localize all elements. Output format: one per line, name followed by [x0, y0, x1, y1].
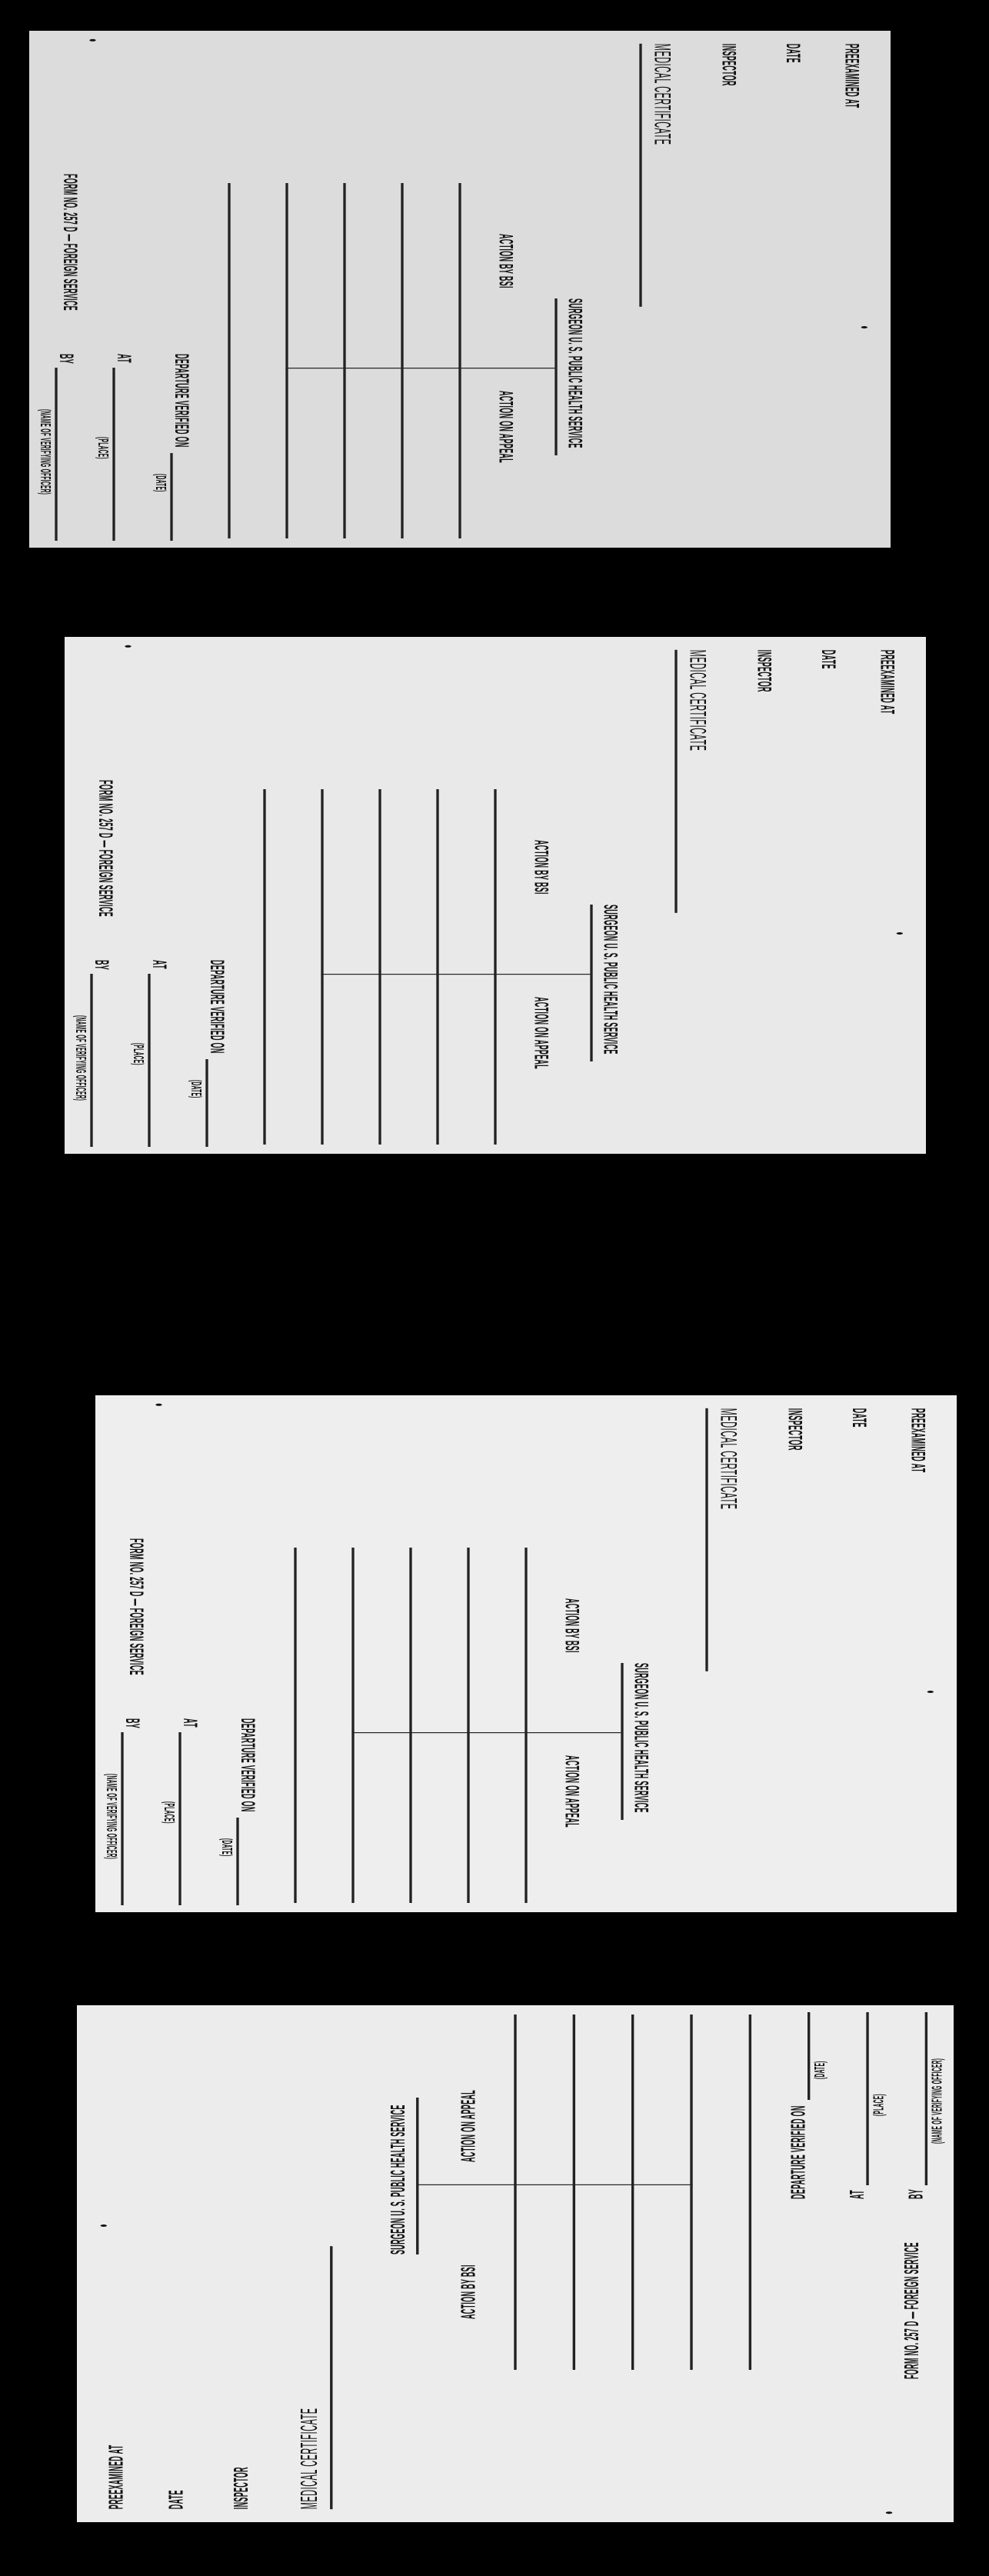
surgeon-heading: SURGEON U. S. PUBLIC HEALTH SERVICE — [564, 298, 586, 448]
date-label: DATE — [165, 2490, 188, 2510]
entry-line — [228, 183, 230, 538]
entry-line — [436, 789, 438, 1145]
at-label: AT — [178, 1718, 201, 1728]
surgeon-heading: SURGEON U. S. PUBLIC HEALTH SERVICE — [599, 905, 621, 1055]
inspector-label: INSPECTOR — [784, 1408, 806, 1451]
at-line — [178, 1732, 181, 1905]
place-caption: (PLACE) — [95, 437, 111, 459]
ink-speck — [125, 645, 131, 648]
preexamined-label: PREEXAMINED AT — [907, 1408, 929, 1473]
action-bsi-label: ACTION BY BSI — [561, 1598, 583, 1653]
action-appeal-label: ACTION ON APPEAL — [530, 997, 552, 1069]
entry-line — [294, 1548, 296, 1903]
entry-line — [690, 2014, 692, 2370]
surgeon-heading-rule — [554, 298, 557, 455]
officer-caption: (NAME OF VERIFYING OFFICER) — [72, 1015, 88, 1101]
at-line — [148, 974, 150, 1147]
departure-line — [236, 1818, 238, 1905]
entry-line — [631, 2014, 634, 2370]
date-label: DATE — [847, 1408, 870, 1428]
entry-line — [494, 789, 496, 1145]
ink-speck — [861, 326, 867, 328]
form-number: FORM NO. 257 D — FOREIGN SERVICE — [901, 2242, 924, 2379]
medical-certificate-card-3 — [95, 1395, 957, 1912]
at-label: AT — [846, 2190, 869, 2199]
by-label: BY — [90, 960, 112, 971]
officer-caption: (NAME OF VERIFYING OFFICER) — [37, 409, 53, 495]
by-label: BY — [905, 2188, 928, 2199]
entry-line — [749, 2014, 751, 2370]
preexamined-label: PREEXAMINED AT — [841, 43, 863, 108]
departure-line — [205, 1059, 208, 1147]
place-caption: (PLACE) — [161, 1801, 177, 1824]
surgeon-heading-rule — [590, 905, 592, 1061]
officer-caption: (NAME OF VERIFYING OFFICER) — [103, 1774, 119, 1860]
at-line — [112, 368, 115, 541]
date-label: DATE — [817, 649, 839, 669]
place-caption: (PLACE) — [871, 2094, 887, 2116]
by-label: BY — [121, 1718, 143, 1729]
departure-line — [170, 453, 172, 541]
action-bsi-label: ACTION BY BSI — [530, 840, 552, 895]
entry-line — [343, 183, 345, 538]
certificate-title: MEDICAL CERTIFICATE — [296, 2408, 322, 2510]
date-caption: (DATE) — [812, 2061, 829, 2079]
date-caption: (DATE) — [188, 1080, 203, 1098]
departure-label: DEPARTURE VERIFIED ON — [788, 2105, 811, 2199]
entry-line — [378, 789, 381, 1145]
entry-line — [321, 789, 323, 1145]
entry-line — [285, 183, 288, 538]
surgeon-heading-rule — [416, 2098, 418, 2254]
inspector-label: INSPECTOR — [753, 649, 775, 692]
action-appeal-label: ACTION ON APPEAL — [494, 391, 517, 463]
certificate-title-rule — [639, 44, 641, 307]
by-label: BY — [55, 354, 77, 365]
action-column-divider — [418, 2184, 692, 2185]
surgeon-heading-rule — [621, 1663, 623, 1820]
departure-label: DEPARTURE VERIFIED ON — [170, 354, 192, 448]
preexamined-label: PREEXAMINED AT — [105, 2444, 128, 2510]
action-appeal-label: ACTION ON APPEAL — [458, 2090, 481, 2162]
entry-line — [524, 1548, 527, 1903]
ink-speck — [101, 2224, 107, 2227]
departure-label: DEPARTURE VERIFIED ON — [236, 1718, 258, 1812]
action-bsi-label: ACTION BY BSI — [458, 2264, 481, 2319]
departure-line — [808, 2012, 810, 2100]
entry-line — [263, 789, 265, 1145]
by-line — [90, 974, 92, 1147]
officer-caption: (NAME OF VERIFYING OFFICER) — [930, 2058, 946, 2144]
entry-line — [573, 2014, 575, 2370]
certificate-title: MEDICAL CERTIFICATE — [649, 43, 675, 145]
by-line — [925, 2012, 927, 2185]
ink-speck — [897, 932, 903, 935]
action-bsi-label: ACTION BY BSI — [494, 234, 517, 288]
surgeon-heading: SURGEON U. S. PUBLIC HEALTH SERVICE — [387, 2104, 410, 2254]
date-label: DATE — [781, 43, 804, 63]
action-column-divider — [351, 1732, 621, 1733]
medical-certificate-card-1 — [29, 31, 891, 548]
ink-speck — [886, 2511, 892, 2514]
entry-line — [467, 1548, 469, 1903]
form-number: FORM NO. 257 D — FOREIGN SERVICE — [58, 174, 81, 311]
entry-line — [409, 1548, 411, 1903]
inspector-label: INSPECTOR — [231, 2467, 254, 2510]
ink-speck — [155, 1404, 162, 1406]
preexamined-label: PREEXAMINED AT — [876, 649, 898, 715]
departure-label: DEPARTURE VERIFIED ON — [205, 960, 228, 1054]
by-line — [121, 1732, 123, 1905]
at-label: AT — [112, 354, 135, 363]
medical-certificate-card-2 — [65, 637, 926, 1154]
certificate-title-rule — [674, 650, 677, 913]
ink-speck — [927, 1691, 934, 1693]
ink-speck — [89, 39, 95, 42]
form-number: FORM NO. 257 D — FOREIGN SERVICE — [94, 780, 116, 917]
entry-line — [458, 183, 461, 538]
form-number: FORM NO. 257 D — FOREIGN SERVICE — [125, 1538, 147, 1675]
certificate-title-rule — [330, 2246, 332, 2509]
inspector-label: INSPECTOR — [718, 43, 740, 86]
by-line — [55, 368, 57, 541]
at-line — [866, 2012, 868, 2185]
certificate-title: MEDICAL CERTIFICATE — [715, 1408, 741, 1510]
medical-certificate-card-4 — [77, 2005, 954, 2522]
certificate-title-rule — [705, 1408, 708, 1671]
action-appeal-label: ACTION ON APPEAL — [561, 1755, 583, 1828]
date-caption: (DATE) — [152, 474, 168, 492]
entry-line — [401, 183, 403, 538]
place-caption: (PLACE) — [130, 1043, 146, 1065]
at-label: AT — [148, 960, 170, 969]
entry-line — [351, 1548, 354, 1903]
action-column-divider — [321, 974, 590, 975]
surgeon-heading: SURGEON U. S. PUBLIC HEALTH SERVICE — [630, 1663, 652, 1813]
entry-line — [514, 2014, 516, 2370]
certificate-title: MEDICAL CERTIFICATE — [684, 649, 711, 751]
date-caption: (DATE) — [218, 1838, 234, 1857]
